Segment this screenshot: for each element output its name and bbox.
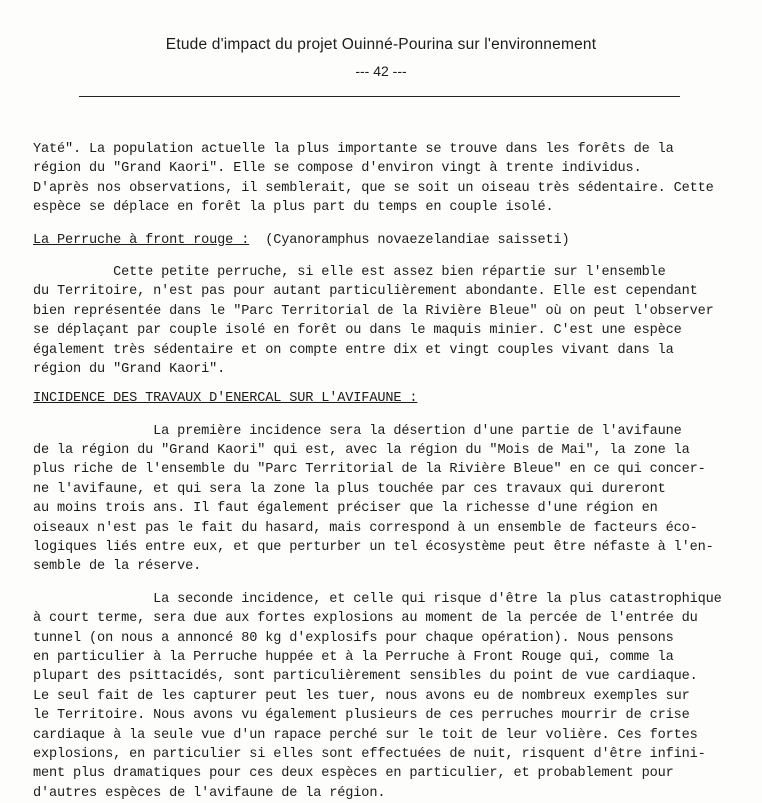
- text-line: également très sédentaire et on compte entre dix et vingt couples vivant dans la: [33, 342, 674, 358]
- text-line: à court terme, sera due aux fortes explosions au moment de la percée de l'entrée du: [33, 611, 698, 627]
- text-line: La première incidence sera la désertion d'une partie de l'avifaune: [33, 423, 682, 439]
- header-divider: [79, 96, 680, 97]
- page-header-title: Etude d'impact du projet Ouinné-Pourina sur l'environnement: [165, 36, 597, 53]
- page-number: --- 42 ---: [355, 63, 407, 79]
- text-line: au moins trois ans. Il faut également préciser que la richesse d'une région en: [33, 501, 658, 517]
- text-line: La seconde incidence, et celle qui risque d'être la plus catastrophique: [33, 591, 722, 607]
- text-line: espèce se déplace en forêt la plus part du temps en couple isolé.: [33, 200, 554, 216]
- text-line: d'autres espèces de l'avifaune de la région.: [33, 785, 386, 801]
- paragraph-2: [33, 263, 751, 379]
- text-line: plus riche de l'ensemble du "Parc Territorial de la Rivière Bleue" en ce qui concer-: [33, 462, 706, 478]
- text-line: région du "Grand Kaori".: [33, 361, 226, 377]
- text-line: ment plus dramatiques pour ces deux espèces en particulier, et probablement pour: [33, 766, 674, 782]
- text-line: explosions, en particulier si elles sont effectuées de nuit, risquent d'être infini-: [33, 746, 706, 762]
- text-line: Le seul fait de les capturer peut les tuer, nous avons eu de nombreux exemples sur: [33, 688, 690, 704]
- section-heading-label: La Perruche à front rouge :: [33, 232, 250, 248]
- section-heading-perruche: [33, 231, 751, 250]
- species-name: (Cyanoramphus novaezelandiae saisseti): [265, 232, 570, 248]
- section-heading-incidence: INCIDENCE DES TRAVAUX D'ENERCAL SUR L'AVIFAUNE :: [33, 391, 418, 407]
- paragraph-4: [33, 590, 751, 803]
- text-line: plupart des psittacidés, sont particulièrement sensibles du point de vue cardiaque.: [33, 669, 698, 685]
- text-line: de la région du "Grand Kaori" qui est, avec la région du "Mois de Mai", la zone la: [33, 443, 690, 459]
- text-line: tunnel (on nous a annoncé 80 kg d'explosifs pour chaque opération). Nous pensons: [33, 630, 674, 646]
- text-line: du Territoire, n'est pas pour autant particulièrement abondante. Elle est cependant: [33, 284, 698, 300]
- paragraph-3: [33, 422, 751, 577]
- text-line: en particulier à la Perruche huppée et à la Perruche à Front Rouge qui, comme la: [33, 649, 674, 665]
- text-line: ne l'avifaune, et qui sera la zone la plus touchée par ces travaux qui dureront: [33, 481, 666, 497]
- text-line: logiques liés entre eux, et que perturber un tel écosystème peut être néfaste à l'en-: [33, 540, 714, 556]
- text-line: D'après nos observations, il semblerait, que se soit un oiseau très sédentaire. Cette: [33, 180, 714, 196]
- text-line: Cette petite perruche, si elle est assez bien répartie sur l'ensemble: [33, 264, 666, 280]
- text-line: cardiaque à la seule vue d'un rapace perché sur le toit de leur volière. Ces fortes: [33, 727, 698, 743]
- paragraph-1: [33, 140, 751, 218]
- text-line: oiseaux n'est pas le fait du hasard, mais correspond à un ensemble de facteurs éco-: [33, 520, 698, 536]
- text-line: se déplaçant par couple isolé en forêt ou dans le maquis minier. C'est une espèce: [33, 323, 682, 339]
- text-line: semble de la réserve.: [33, 559, 202, 575]
- document-body: [33, 140, 751, 803]
- text-line: Yaté". La population actuelle la plus importante se trouve dans les forêts de la: [33, 142, 674, 157]
- text-line: bien représentée dans le "Parc Territorial de la Rivière Bleue" où on peut l'observer: [33, 303, 714, 319]
- text-line: région du "Grand Kaori". Elle se compose d'environ vingt à trente individus.: [33, 161, 642, 177]
- text-line: le Territoire. Nous avons vu également plusieurs de ces perruches mourrir de crise: [33, 708, 690, 724]
